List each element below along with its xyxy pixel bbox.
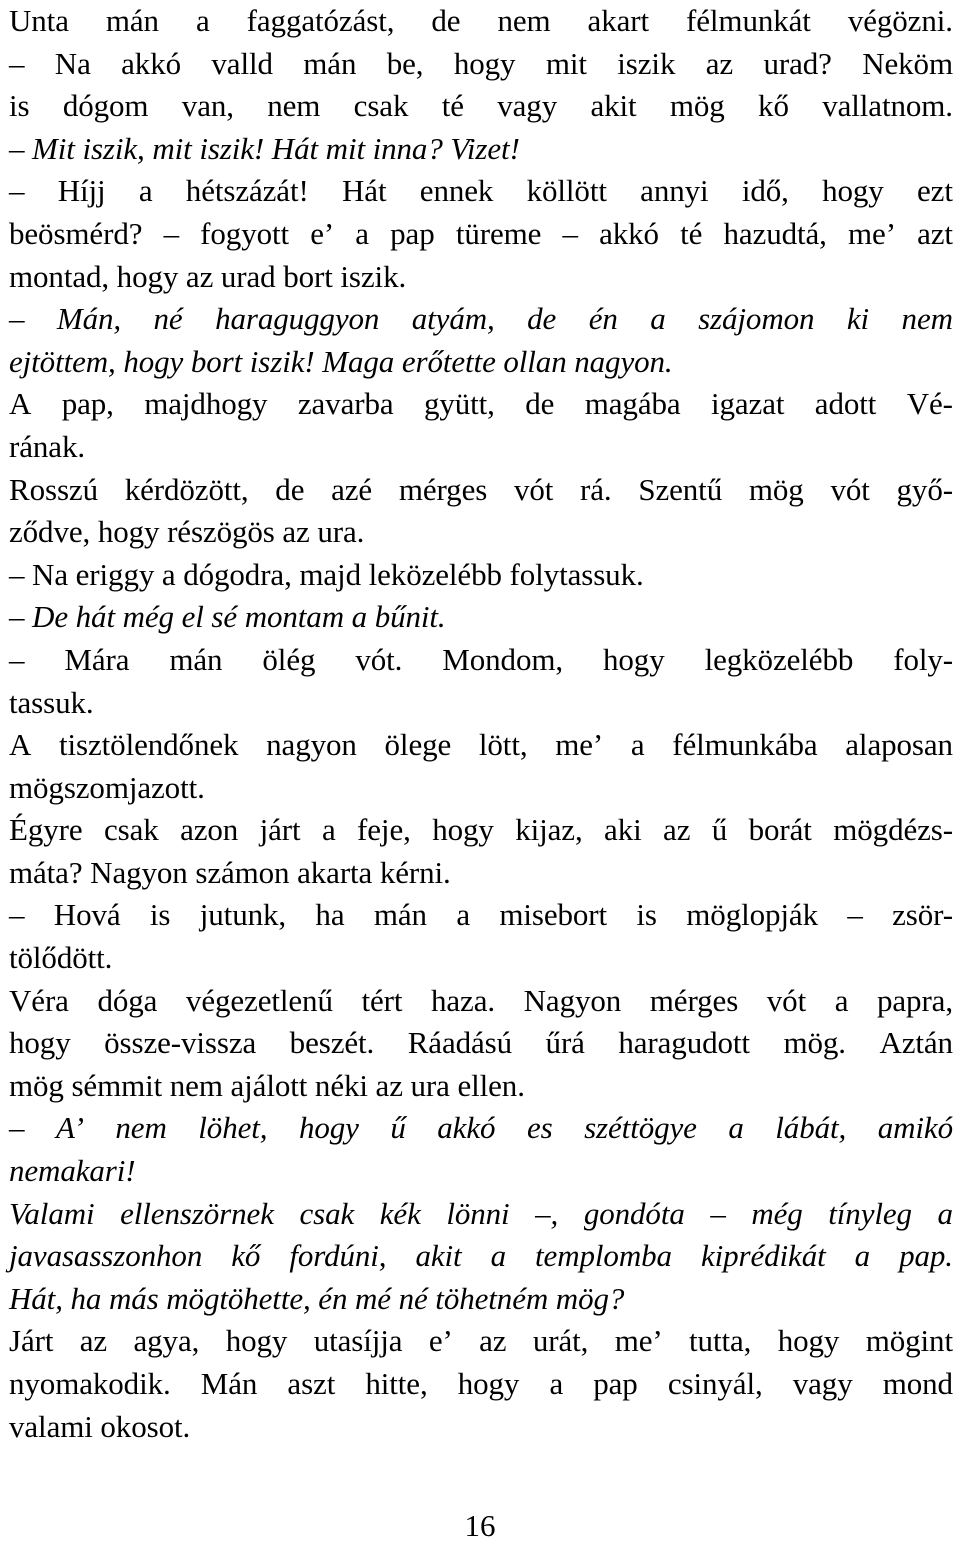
text-line — [9, 1235, 953, 1278]
text-line: Hát, ha más mögtöhette, én mé né töhetném mög? — [9, 1280, 625, 1316]
word: hogy — [603, 641, 665, 677]
word: té — [680, 215, 703, 251]
word: borát — [748, 812, 812, 848]
word: hogy — [225, 1323, 288, 1359]
word: győ- — [896, 471, 953, 507]
text-line: montad, hogy az urad bort iszik. — [9, 258, 407, 294]
text-line — [9, 383, 953, 426]
word: ki — [846, 301, 870, 337]
word: feje, — [357, 812, 411, 848]
word: gyütt, — [423, 386, 495, 422]
text-line — [9, 894, 953, 937]
word: csak — [103, 812, 159, 848]
word: zsör- — [892, 897, 953, 933]
word: csak — [299, 1195, 355, 1231]
word: dógom — [62, 88, 149, 124]
word: alaposan — [845, 727, 953, 763]
word: –, — [535, 1195, 559, 1231]
word: beszét. — [289, 1025, 375, 1061]
word: tutta, — [689, 1323, 752, 1359]
word: végezetlenű — [185, 982, 333, 1018]
word: Hát — [342, 173, 387, 209]
word: kijaz, — [515, 812, 583, 848]
text-line — [9, 85, 953, 128]
word: tínyleg — [828, 1195, 912, 1231]
word: Ráadású — [407, 1025, 513, 1061]
word: Égyre — [9, 812, 83, 848]
word: mög — [669, 88, 725, 124]
text-line — [9, 809, 953, 852]
text-line: ződve, hogy részögös az ura. — [9, 514, 365, 550]
word: azon — [180, 812, 239, 848]
word: Valami — [9, 1195, 95, 1231]
text-line: nemakari! — [9, 1153, 136, 1189]
word: Mán — [200, 1366, 258, 1401]
word: – — [847, 897, 863, 933]
word: – — [710, 1195, 726, 1231]
word: kő — [758, 88, 789, 124]
word: az — [663, 812, 691, 848]
word: Híjj — [57, 173, 106, 209]
text-line — [9, 1363, 953, 1406]
text-line — [9, 469, 953, 512]
word: idő, — [741, 173, 789, 209]
word: mán — [303, 45, 357, 81]
word: aszt — [287, 1366, 336, 1401]
word: a — [549, 1366, 564, 1401]
word: pap. — [899, 1238, 953, 1274]
word: fogyott — [200, 215, 290, 251]
word: mögdézs- — [833, 812, 953, 848]
word: adott — [814, 386, 877, 422]
word: a — [728, 1110, 744, 1146]
word: möglopják — [686, 897, 818, 933]
word: – — [9, 897, 25, 933]
word: vagy — [792, 1366, 853, 1401]
word: Mondom, — [442, 641, 564, 677]
word: a — [630, 727, 645, 763]
word: van, — [181, 88, 234, 124]
word: ellenszörnek — [120, 1195, 274, 1231]
word: ha — [315, 897, 345, 933]
word: de — [525, 386, 555, 422]
word: mérges — [649, 982, 739, 1018]
word: Mán, — [56, 301, 122, 337]
word: javasasszonhon — [9, 1238, 203, 1274]
word: A — [9, 727, 32, 763]
word: Aztán — [879, 1025, 953, 1061]
word: né — [153, 301, 183, 337]
word: rá. — [580, 471, 612, 507]
text-line: máta? Nagyon számon akarta kérni. — [9, 854, 451, 890]
word: urát, — [532, 1323, 589, 1359]
word: Járt — [9, 1323, 54, 1359]
word: Rosszú — [9, 471, 98, 507]
document-page — [9, 0, 953, 1448]
word: mög. — [783, 1025, 846, 1061]
word: ű — [390, 1110, 406, 1146]
word: nem — [497, 3, 551, 38]
word: utasíjja — [313, 1323, 403, 1359]
word: Véra — [9, 982, 69, 1018]
word: me’ — [848, 215, 896, 251]
word: a — [138, 173, 153, 209]
word: A — [9, 386, 32, 422]
word: hogy — [777, 1323, 840, 1359]
word: a — [355, 215, 369, 251]
word: össze-vissza — [104, 1025, 257, 1061]
text-line: tassuk. — [9, 684, 94, 720]
word: az — [705, 45, 734, 81]
word: atyám, — [411, 301, 495, 337]
text-line: – Mit iszik, mit iszik! Hát mit inna? Vizet! — [9, 130, 520, 166]
text-line — [9, 980, 953, 1023]
word: annyi — [640, 173, 709, 209]
word: me’ — [614, 1323, 663, 1359]
word: fordúni, — [289, 1238, 387, 1274]
word: hogy — [822, 173, 884, 209]
word: akkó — [437, 1110, 496, 1146]
word: be, — [386, 45, 424, 81]
word: jutunk, — [199, 897, 287, 933]
word: csinyál, — [667, 1366, 763, 1401]
word: mit — [545, 45, 587, 81]
text-line: ejtöttem, hogy bort iszik! Maga erőtette ollan nagyon. — [9, 343, 673, 379]
word: hogy — [9, 1025, 71, 1061]
word: e’ — [310, 215, 335, 251]
word: Nagyon — [523, 982, 622, 1018]
text-line — [9, 0, 953, 43]
word: nem — [115, 1110, 167, 1146]
word: urad? — [763, 45, 832, 81]
word: mán — [373, 897, 427, 933]
word: hogy — [457, 1366, 520, 1401]
text-line — [9, 170, 953, 213]
word: aki — [604, 812, 642, 848]
word: kiprédikát — [700, 1238, 826, 1274]
word: kék — [379, 1195, 421, 1231]
text-line — [9, 639, 953, 682]
word: akit — [415, 1238, 462, 1274]
word: ű — [711, 812, 728, 848]
word: ölege — [384, 727, 452, 763]
word: végözni. — [847, 3, 953, 38]
text-line — [9, 1193, 953, 1236]
word: igazat — [710, 386, 785, 422]
word: Neköm — [862, 45, 953, 81]
word: – — [9, 1110, 25, 1146]
word: Unta — [9, 3, 69, 38]
word: Na — [54, 45, 91, 81]
word: mond — [882, 1366, 953, 1401]
word: akkó — [121, 45, 181, 81]
word: a — [490, 1238, 507, 1274]
word: – — [163, 215, 179, 251]
word: – — [9, 641, 25, 677]
word: kő — [231, 1238, 261, 1274]
word: agya, — [133, 1323, 200, 1359]
word: pap, — [61, 386, 114, 422]
word: löhet, — [198, 1110, 268, 1146]
word: kérdözött, — [124, 471, 249, 507]
text-line: rának. — [9, 428, 85, 464]
word: is — [636, 897, 657, 933]
word: hogy — [298, 1110, 359, 1146]
word: ennek — [419, 173, 494, 209]
word: vót — [766, 982, 807, 1018]
word: misebort — [499, 897, 608, 933]
word: ezt — [917, 173, 953, 209]
word: iszik — [617, 45, 676, 81]
word: szájomon — [698, 301, 815, 337]
word: pap — [390, 215, 435, 251]
word: még — [751, 1195, 803, 1231]
word: a — [834, 982, 849, 1018]
word: én — [588, 301, 618, 337]
word: Mára — [64, 641, 130, 677]
word: akart — [587, 3, 650, 38]
word: haza. — [431, 982, 496, 1018]
page-number: 16 — [464, 1508, 496, 1543]
word: mérges — [398, 471, 488, 507]
word: hétszázát! — [185, 173, 309, 209]
text-line: mög sémmit nem ajálott néki az ura ellen. — [9, 1067, 525, 1103]
word: té — [441, 88, 464, 124]
word: de — [431, 3, 461, 38]
word: ölég — [262, 641, 316, 677]
word: mög — [748, 471, 804, 507]
word: űrá — [545, 1025, 585, 1061]
word: amikó — [877, 1110, 953, 1146]
text-line — [9, 1022, 953, 1065]
word: nagyon — [266, 727, 357, 763]
word: Hová — [53, 897, 121, 933]
word: mán — [105, 3, 159, 38]
word: faggatózást, — [246, 3, 395, 38]
word: pap — [593, 1366, 638, 1401]
word: e’ — [428, 1323, 453, 1359]
word: hogy — [432, 812, 494, 848]
word: járt — [259, 812, 301, 848]
word: majdhogy — [144, 386, 268, 422]
text-line: – De hát még el sé montam a bűnit. — [9, 599, 446, 635]
word: foly- — [893, 641, 953, 677]
word: akit — [590, 88, 637, 124]
word: legközelébb — [704, 641, 854, 677]
text-line — [9, 43, 953, 86]
word: Vé- — [906, 386, 953, 422]
word: is — [9, 88, 30, 124]
text-line: – Na eriggy a dógodra, majd leközelébb folytassuk. — [9, 556, 644, 592]
word: es — [526, 1110, 553, 1146]
word: a — [195, 3, 210, 38]
word: a — [456, 897, 470, 933]
word: me’ — [555, 727, 604, 763]
word: hazudtá, — [723, 215, 827, 251]
word: akkó — [599, 215, 659, 251]
text-line — [9, 213, 953, 256]
word: az — [79, 1323, 108, 1359]
word: vót. — [355, 641, 403, 677]
word: mögint — [865, 1323, 953, 1359]
word: vagy — [497, 88, 558, 124]
text-line: tölődött. — [9, 940, 113, 976]
word: valld — [211, 45, 273, 81]
word: nyomakodik. — [9, 1366, 171, 1401]
text-line — [9, 1320, 953, 1363]
word: a — [321, 812, 336, 848]
text-line — [9, 1107, 953, 1150]
word: zavarba — [297, 386, 394, 422]
word: gondóta — [583, 1195, 685, 1231]
word: haraguggyon — [215, 301, 380, 337]
word: türeme — [455, 215, 542, 251]
word: a — [937, 1195, 953, 1231]
word: – — [9, 301, 25, 337]
word: A’ — [55, 1110, 84, 1146]
text-line — [9, 298, 953, 341]
word: magába — [584, 386, 681, 422]
word: azé — [331, 471, 373, 507]
text-line: valami okosot. — [9, 1408, 191, 1444]
word: vallatnom. — [822, 88, 953, 124]
word: félmunkába — [672, 727, 818, 763]
word: az — [479, 1323, 507, 1359]
word: tért — [361, 982, 403, 1018]
word: de — [527, 301, 557, 337]
word: a — [650, 301, 666, 337]
word: beösmérd? — [9, 215, 143, 251]
word: félmunkát — [686, 3, 811, 38]
word: köllött — [526, 173, 607, 209]
word: – — [562, 215, 578, 251]
word: templomba — [535, 1238, 672, 1274]
word: széttögye — [584, 1110, 697, 1146]
word: hogy — [453, 45, 516, 81]
word: vót — [830, 471, 870, 507]
word: azt — [917, 215, 953, 251]
word: is — [149, 897, 171, 933]
word: – — [9, 173, 25, 209]
word: haragudott — [618, 1025, 750, 1061]
word: Szentű — [638, 471, 723, 507]
word: tisztölendőnek — [59, 727, 239, 763]
word: mán — [169, 641, 223, 677]
word: csak — [353, 88, 409, 124]
word: a — [854, 1238, 871, 1274]
word: papra, — [876, 982, 953, 1018]
word: nem — [901, 301, 953, 337]
word: hitte, — [365, 1366, 428, 1401]
word: – — [9, 45, 25, 81]
word: lönni — [446, 1195, 510, 1231]
word: dóga — [97, 982, 158, 1018]
text-line: mögszomjazott. — [9, 769, 205, 805]
word: vót — [513, 471, 554, 507]
word: lábát, — [775, 1110, 847, 1146]
word: nem — [267, 88, 321, 124]
text-line — [9, 724, 953, 767]
word: lött, — [478, 727, 528, 763]
word: de — [275, 471, 305, 507]
